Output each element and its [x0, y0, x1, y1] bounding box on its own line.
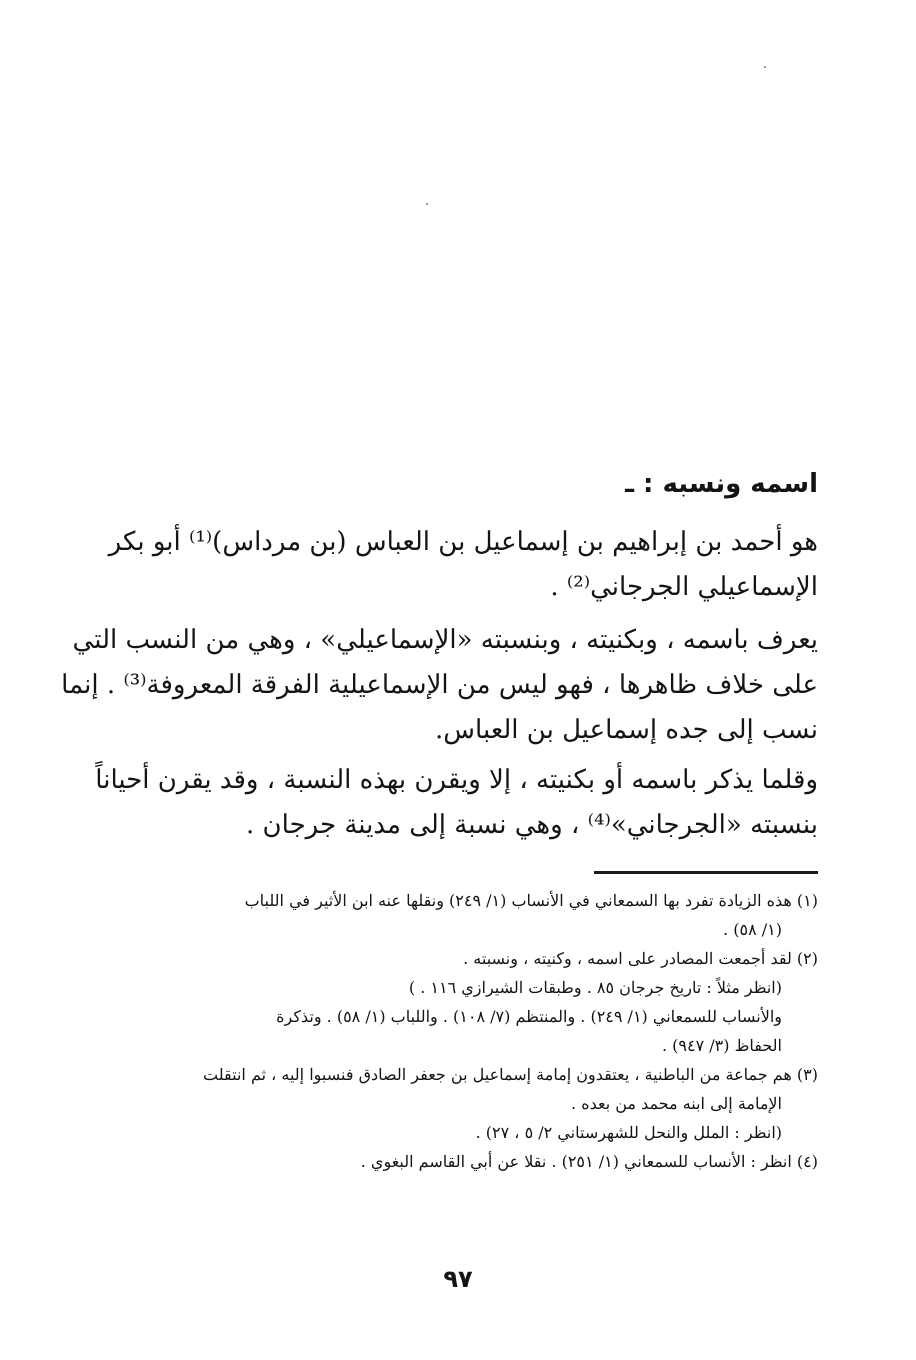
paragraph-line: يعرف باسمه ، وبكنيته ، وبنسبته «الإسماعيلي» ، وهي من النسب التي	[72, 625, 818, 655]
paragraph-line: نسب إلى جده إسماعيل بن العباس.	[435, 715, 818, 745]
footnote-line: الحفاظ (٣/ ٩٤٧) .	[661, 1036, 782, 1055]
footnote-line: (١/ ٥٨) .	[723, 920, 782, 939]
paragraph-line: هو أحمد بن إبراهيم بن إسماعيل بن العباس (بن مرداس)⁽¹⁾ أبو بكر	[108, 527, 818, 557]
body-paragraph-3	[95, 758, 818, 848]
body-paragraph-1	[108, 520, 818, 610]
page-number: ٩٧	[443, 1265, 473, 1293]
footnote-line: (انظر : الملل والنحل للشهرستاني ٢/ ٥ ، ٢٧) .	[475, 1123, 782, 1142]
footnote-line: (١) هذه الزيادة تفرد بها السمعاني في الأنساب (١/ ٢٤٩) ونقلها عنه ابن الأثير في اللباب	[244, 891, 818, 910]
footnote-line: (٣) هم جماعة من الباطنية ، يعتقدون إمامة إسماعيل بن جعفر الصادق فنسبوا إليه ، ثم انتقلت	[203, 1065, 818, 1084]
paragraph-line: بنسبته «الجرجاني»⁽⁴⁾ ، وهي نسبة إلى مدينة جرجان .	[246, 810, 818, 840]
footnote-line: الإمامة إلى ابنه محمد من بعده .	[571, 1094, 782, 1113]
footnotes	[118, 886, 818, 1176]
paragraph-line: على خلاف ظاهرها ، فهو ليس من الإسماعيلية الفرقة المعروفة⁽³⁾ . إنما	[61, 670, 818, 700]
body-paragraph-2	[61, 618, 818, 753]
scan-speck	[764, 66, 766, 68]
footnote-line: (انظر مثلاً : تاريخ جرجان ٨٥ . وطبقات الشيرازي ١١٦ . )	[408, 978, 782, 997]
footnote-separator	[594, 871, 818, 874]
footnote-line: والأنساب للسمعاني (١/ ٢٤٩) . والمنتظم (٧/ ١٠٨) . واللباب (١/ ٥٨) . وتذكرة	[276, 1007, 782, 1026]
section-heading: اسمه ونسبه : ـ	[625, 469, 818, 499]
footnote-line: (٤) انظر : الأنساب للسمعاني (١/ ٢٥١) . نقلا عن أبي القاسم البغوي .	[360, 1152, 818, 1171]
footnote-line: (٢) لقد أجمعت المصادر على اسمه ، وكنيته ، ونسبته .	[463, 949, 818, 968]
scan-speck	[426, 203, 428, 205]
paragraph-line: وقلما يذكر باسمه أو بكنيته ، إلا ويقرن بهذه النسبة ، وقد يقرن أحياناً	[95, 765, 818, 795]
paragraph-line: الإسماعيلي الجرجاني⁽²⁾ .	[550, 572, 818, 602]
